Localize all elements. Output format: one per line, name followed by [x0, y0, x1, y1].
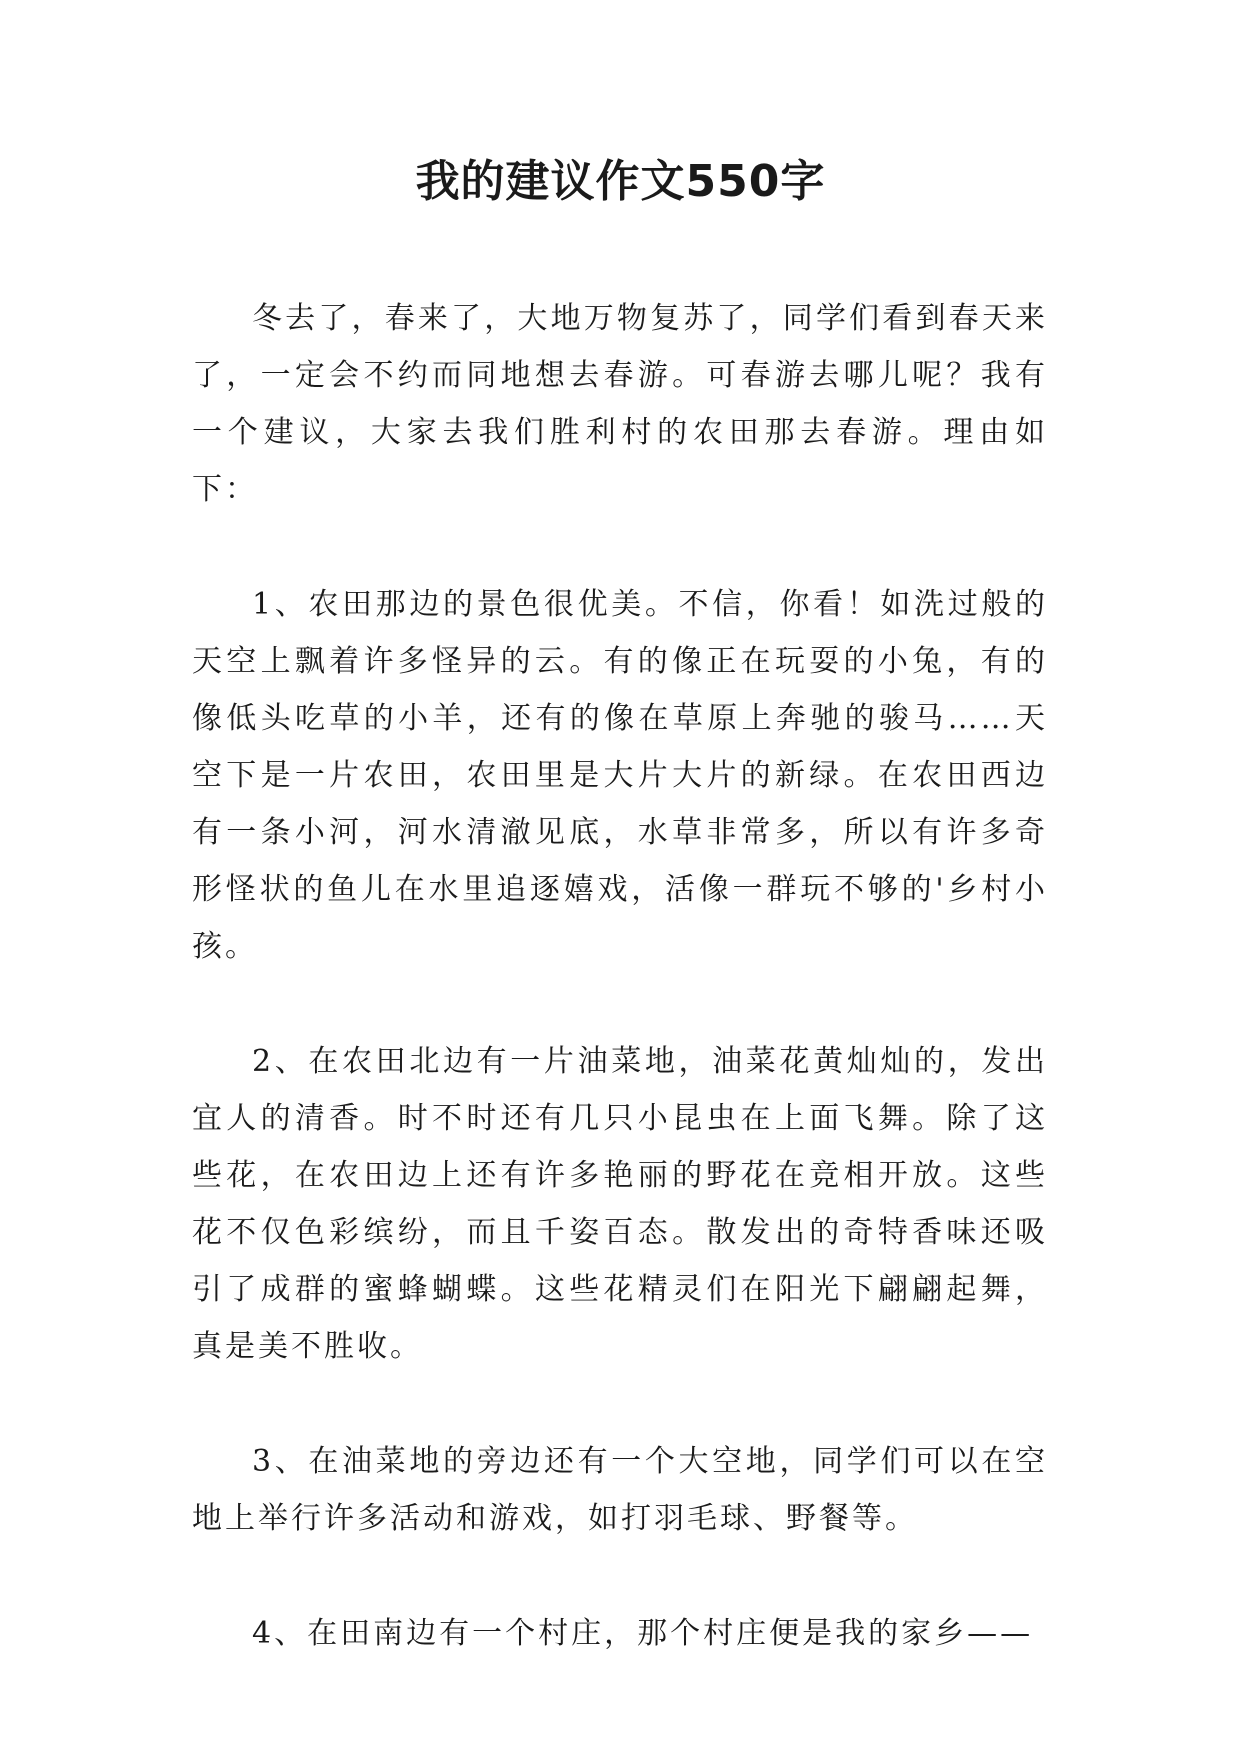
paragraph-reason-2: 2、在农田北边有一片油菜地，油菜花黄灿灿的，发出宜人的清香。时不时还有几只小昆虫在上面飞舞。除了这些花，在农田边上还有许多艳丽的野花在竞相开放。这些花不仅色彩缤纷，而且千姿百态。散发出的奇特香味还吸引了成群的蜜蜂蝴蝶。这些花精灵们在阳光下翩翩起舞，真是美不胜收。: [192, 1044, 1048, 1364]
paragraph-reason-3: 3、在油菜地的旁边还有一个大空地，同学们可以在空地上举行许多活动和游戏，如打羽毛球、野餐等。: [192, 1444, 1048, 1536]
document-title: 我的建议作文550字: [415, 156, 826, 207]
paragraph-reason-1: 1、农田那边的景色很优美。不信，你看！如洗过般的天空上飘着许多怪异的云。有的像正在玩耍的小兔，有的像低头吃草的小羊，还有的像在草原上奔驰的骏马……天空下是一片农田，农田里是大片大片的新绿。在农田西边有一条小河，河水清澈见底，水草非常多，所以有许多奇形怪状的鱼儿在水里追逐嬉戏，活像一群玩不够的'乡村小孩。: [192, 587, 1048, 964]
document-body: [192, 290, 1048, 1720]
paragraph-reason-4: 4、在田南边有一个村庄，那个村庄便是我的家乡——: [252, 1616, 1034, 1651]
paragraph-intro: 冬去了，春来了，大地万物复苏了，同学们看到春天来了，一定会不约而同地想去春游。可春游去哪儿呢？我有一个建议，大家去我们胜利村的农田那去春游。理由如下：: [192, 301, 1048, 507]
